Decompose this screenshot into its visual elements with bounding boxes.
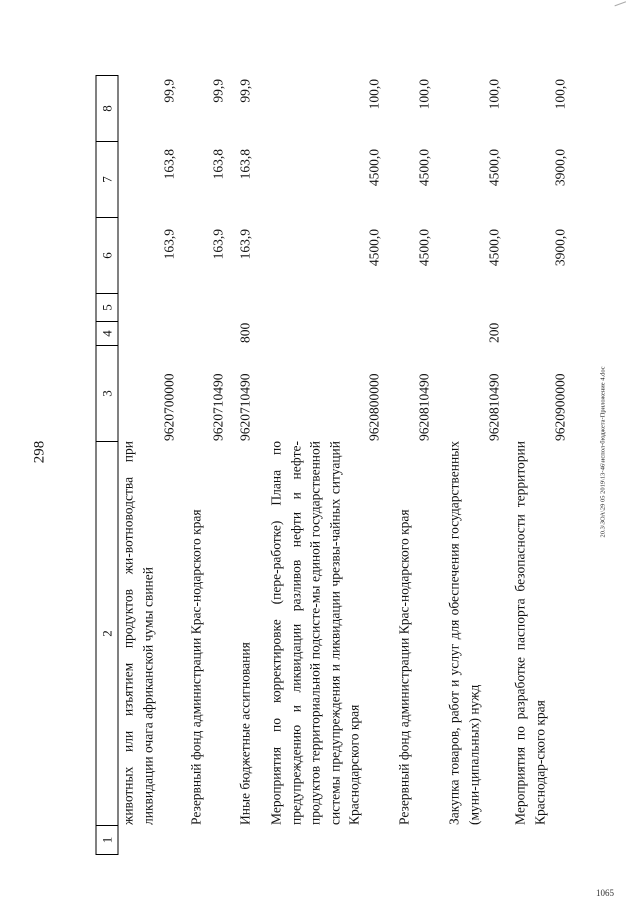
row-description: Мероприятия по разработке паспорта безопасности территории Краснодар-ского края bbox=[512, 441, 547, 825]
table-row bbox=[445, 75, 507, 855]
header-col-6: 6 bbox=[97, 217, 119, 293]
header-col-2: 2 bbox=[97, 441, 119, 825]
row-kind: 800 bbox=[237, 322, 253, 343]
header-col-8: 8 bbox=[97, 75, 119, 141]
row-col6: 163,9 bbox=[210, 229, 226, 260]
row-col7: 4500,0 bbox=[366, 149, 382, 187]
table-grid bbox=[96, 75, 571, 855]
row-col6: 163,9 bbox=[237, 229, 253, 260]
header-col-3: 3 bbox=[97, 345, 119, 441]
row-code: 9620800000 bbox=[366, 373, 382, 441]
header-col-1: 1 bbox=[97, 825, 119, 855]
row-description: животных или изъятием продуктов жи-вотноводства при ликвидации очага африканской чумы свиней bbox=[120, 441, 155, 825]
row-col6: 4500,0 bbox=[366, 229, 382, 267]
row-code: 9620710490 bbox=[237, 373, 253, 441]
row-description: Закупка товаров, работ и услуг для обеспечения государственных (муни-ципальных) нужд bbox=[446, 441, 481, 825]
corner-tick-mark bbox=[614, 1, 629, 15]
row-col6: 4500,0 bbox=[486, 229, 502, 267]
row-col7: 3900,0 bbox=[552, 149, 568, 187]
footer-file-path: 20.3\ЗОА\29 05 2019\13-46\испол-бюджета-Приложение 4.doc bbox=[599, 366, 607, 538]
table-row bbox=[187, 75, 231, 855]
row-code: 9620700000 bbox=[161, 373, 177, 441]
row-code: 9620900000 bbox=[552, 373, 568, 441]
row-col6: 163,9 bbox=[161, 229, 177, 260]
row-description: Иные бюджетные ассигнования bbox=[237, 642, 253, 825]
row-col8: 99,9 bbox=[210, 79, 226, 103]
row-description: Резервный фонд администрации Крас-нодарского края bbox=[396, 509, 412, 825]
table-row bbox=[119, 75, 181, 855]
row-col7: 4500,0 bbox=[486, 149, 502, 187]
table-row bbox=[236, 75, 260, 855]
row-col8: 99,9 bbox=[161, 79, 177, 103]
corner-handwritten-number: 1065 bbox=[596, 888, 614, 898]
table-row bbox=[267, 75, 389, 855]
row-code: 9620710490 bbox=[210, 373, 226, 441]
row-description: Резервный фонд администрации Крас-нодарского края bbox=[188, 509, 204, 825]
row-col6: 3900,0 bbox=[552, 229, 568, 267]
row-col7: 163,8 bbox=[210, 149, 226, 180]
table-row bbox=[511, 75, 571, 855]
row-col8: 100,0 bbox=[486, 79, 502, 110]
row-col6: 4500,0 bbox=[416, 229, 432, 267]
page-number: 298 bbox=[31, 440, 48, 464]
row-col8: 99,9 bbox=[237, 79, 253, 103]
header-col-4: 4 bbox=[97, 321, 119, 345]
row-col7: 163,8 bbox=[161, 149, 177, 180]
row-col7: 163,8 bbox=[237, 149, 253, 180]
row-col8: 100,0 bbox=[416, 79, 432, 110]
row-code: 9620810490 bbox=[416, 373, 432, 441]
table-row bbox=[395, 75, 439, 855]
header-col-7: 7 bbox=[97, 141, 119, 217]
row-kind: 200 bbox=[486, 322, 502, 343]
row-description: Мероприятия по корректировке (пере-работке) Плана по предупреждению и ликвидации разливов нефти и нефте-продуктов территориальной подсисте-мы единой государственной системы предупреждения и ликвидации чрезвы-чайных ситуаций Краснодарского края bbox=[268, 441, 362, 825]
row-col7: 4500,0 bbox=[416, 149, 432, 187]
row-col8: 100,0 bbox=[552, 79, 568, 110]
header-col-5: 5 bbox=[97, 293, 119, 321]
row-col8: 100,0 bbox=[366, 79, 382, 110]
row-code: 9620810490 bbox=[486, 373, 502, 441]
budget-table bbox=[96, 75, 571, 855]
